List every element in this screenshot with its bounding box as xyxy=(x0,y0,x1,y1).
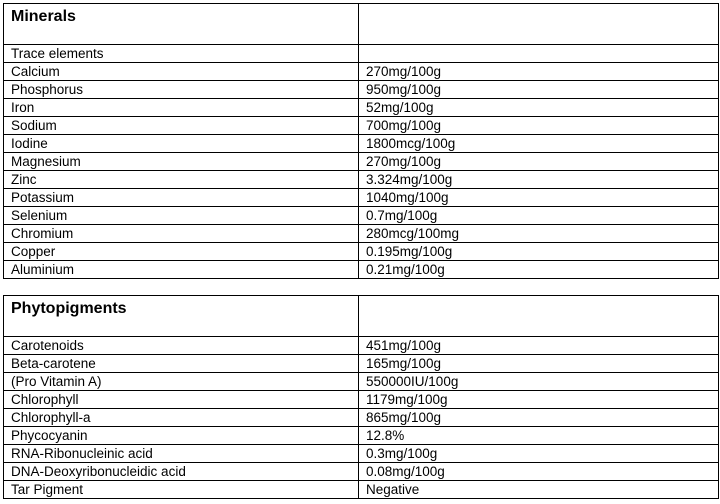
mineral-name: Aluminium xyxy=(4,261,359,279)
minerals-table xyxy=(3,3,719,279)
phytopigments-header-row xyxy=(4,296,719,337)
pigment-name: (Pro Vitamin A) xyxy=(4,373,359,391)
table-row xyxy=(4,337,719,355)
pigment-name: Chlorophyll-a xyxy=(4,409,359,427)
pigment-name: RNA-Ribonucleinic acid xyxy=(4,445,359,463)
phytopigments-table xyxy=(3,295,719,499)
mineral-value: 0.21mg/100g xyxy=(359,261,719,279)
minerals-header-row xyxy=(4,4,719,45)
pigment-value: 12.8% xyxy=(359,427,719,445)
table-row xyxy=(4,481,719,499)
pigment-value: 1179mg/100g xyxy=(359,391,719,409)
table-row xyxy=(4,81,719,99)
pigment-value: 865mg/100g xyxy=(359,409,719,427)
pigment-name: Beta-carotene xyxy=(4,355,359,373)
pigment-name: Carotenoids xyxy=(4,337,359,355)
mineral-name: Selenium xyxy=(4,207,359,225)
table-row xyxy=(4,261,719,279)
mineral-value: 3.324mg/100g xyxy=(359,171,719,189)
table-row xyxy=(4,153,719,171)
table-row xyxy=(4,355,719,373)
pigment-value: Negative xyxy=(359,481,719,499)
mineral-value: 270mg/100g xyxy=(359,63,719,81)
mineral-name: Sodium xyxy=(4,117,359,135)
pigment-value: 550000IU/100g xyxy=(359,373,719,391)
pigment-value: 0.08mg/100g xyxy=(359,463,719,481)
mineral-name: Copper xyxy=(4,243,359,261)
mineral-name: Calcium xyxy=(4,63,359,81)
trace-elements-empty xyxy=(359,45,719,63)
table-row xyxy=(4,63,719,81)
mineral-name: Magnesium xyxy=(4,153,359,171)
mineral-value: 0.195mg/100g xyxy=(359,243,719,261)
mineral-value: 1040mg/100g xyxy=(359,189,719,207)
phytopigments-header-empty xyxy=(359,296,719,337)
table-row xyxy=(4,445,719,463)
table-row xyxy=(4,427,719,445)
mineral-name: Iron xyxy=(4,99,359,117)
mineral-value: 700mg/100g xyxy=(359,117,719,135)
minerals-title: Minerals xyxy=(4,4,359,45)
pigment-name: Phycocyanin xyxy=(4,427,359,445)
table-row xyxy=(4,207,719,225)
pigment-value: 165mg/100g xyxy=(359,355,719,373)
table-row xyxy=(4,409,719,427)
table-row xyxy=(4,463,719,481)
table-row xyxy=(4,135,719,153)
mineral-value: 950mg/100g xyxy=(359,81,719,99)
mineral-name: Chromium xyxy=(4,225,359,243)
mineral-name: Phosphorus xyxy=(4,81,359,99)
table-row xyxy=(4,243,719,261)
table-row xyxy=(4,373,719,391)
table-row xyxy=(4,189,719,207)
trace-elements-label: Trace elements xyxy=(4,45,359,63)
mineral-name: Iodine xyxy=(4,135,359,153)
table-row xyxy=(4,171,719,189)
pigment-value: 451mg/100g xyxy=(359,337,719,355)
pigment-name: Tar Pigment xyxy=(4,481,359,499)
pigment-name: Chlorophyll xyxy=(4,391,359,409)
mineral-value: 1800mcg/100g xyxy=(359,135,719,153)
mineral-value: 270mg/100g xyxy=(359,153,719,171)
minerals-subheading-row xyxy=(4,45,719,63)
mineral-name: Potassium xyxy=(4,189,359,207)
pigment-value: 0.3mg/100g xyxy=(359,445,719,463)
phytopigments-title: Phytopigments xyxy=(4,296,359,337)
table-row xyxy=(4,391,719,409)
table-row xyxy=(4,117,719,135)
mineral-value: 0.7mg/100g xyxy=(359,207,719,225)
mineral-value: 280mcg/100mg xyxy=(359,225,719,243)
pigment-name: DNA-Deoxyribonucleidic acid xyxy=(4,463,359,481)
table-row xyxy=(4,225,719,243)
mineral-value: 52mg/100g xyxy=(359,99,719,117)
table-row xyxy=(4,99,719,117)
minerals-header-empty xyxy=(359,4,719,45)
mineral-name: Zinc xyxy=(4,171,359,189)
